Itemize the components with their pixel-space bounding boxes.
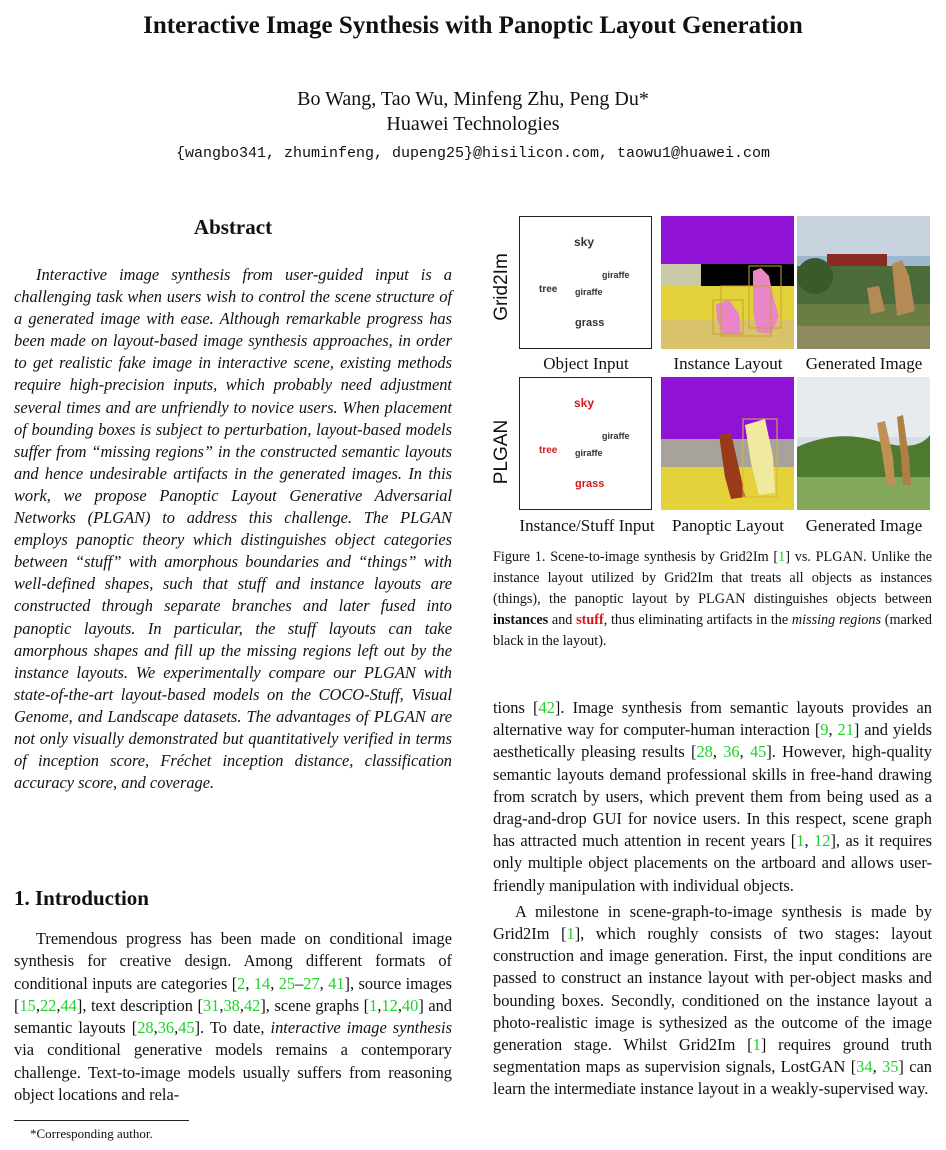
column-label-generated-image-bottom: Generated Image [805,516,923,535]
affiliation: Huawei Technologies [386,113,560,135]
input-label-tree: tree [539,284,558,295]
citation-link[interactable]: 1 [566,924,575,944]
citation-link[interactable]: 27 [303,973,320,993]
citation-link[interactable]: 28 [137,1018,154,1038]
citation-link[interactable]: 41 [328,973,345,993]
panoptic-layout-image [661,377,794,510]
citation-link[interactable]: 45 [178,1018,195,1038]
citation-link[interactable]: 25 [278,973,296,993]
author-emails: {wangbo341, zhuminfeng, dupeng25}@hisilicon.com, taowu1@huawei.com [175,145,771,162]
stuff-label-grass: grass [575,478,605,490]
abstract-text: Interactive image synthesis from user-guided input is a challenging task when users wish to control the scene structure of a generated image with ease. Although remarkable progress has been made on layout-based image synthesis approaches, in order to get realistic fake image in interactive scene, existing methods require high-precision inputs, which probably need adjustment several times and are unfriendly to novice users. When placement of bounding boxes is subject to perturbation, layout-based models suffer from “missing regions” in the constructed semantic layouts and hence undesirable artifacts in the generated images. In this work, we propose Panoptic Layout Generative Adversarial Networks (PLGAN) to address this challenge. The PLGAN employs panoptic theory which distinguishes object categories between “stuff” with amorphous boundaries and “things” with well-defined shapes, such that stuff and instance layouts are constructed through separate branches and later fused into panoptic layouts. In particular, the stuff layouts can take amorphous shapes and fill up the missing regions left out by the instance layouts. We experimentally compare our PLGAN with state-of-the-art layout-based models on the COCO-Stuff, Visual Genome, and Landscape datasets. The advantages of PLGAN are not only visually demonstrated but quantitatively verified in terms of inception score, Fréchet inception distance, classification accuracy score, and coverage. [14,265,452,793]
author-list: Bo Wang, Tao Wu, Minfeng Zhu, Peng Du* [297,88,649,110]
stuff-label-sky: sky [574,396,595,410]
citation-link[interactable]: 14 [253,973,271,993]
citation-link[interactable]: 38 [223,995,240,1015]
citation-link[interactable]: 12 [814,831,831,851]
row-label-plgan: PLGAN [491,419,512,485]
footnote-divider [14,1120,189,1121]
citation-link[interactable]: 15 [19,995,36,1015]
citation-link[interactable]: 36 [723,742,740,762]
right-column-text [493,697,932,1101]
input-label-giraffe: giraffe [602,270,630,280]
citation-link[interactable]: 1 [752,1035,761,1055]
object-input-panel [519,216,652,349]
citation-link[interactable]: 44 [60,995,77,1015]
citation-link[interactable]: 21 [837,720,854,740]
column-label-instance-stuff-input: Instance/Stuff Input [519,516,655,535]
input-label-grass: grass [575,317,605,329]
section-heading-introduction: 1. Introduction [14,886,149,910]
citation-link[interactable]: 22 [39,995,57,1015]
citation-link[interactable]: 9 [820,720,829,740]
input-label-giraffe-2: giraffe [575,287,603,297]
citation-link[interactable]: 1 [369,995,378,1015]
citation-link[interactable]: 42 [538,698,555,717]
citation-link[interactable]: 42 [243,995,261,1015]
column-label-panoptic-layout: Panoptic Layout [672,516,784,535]
instance-label-giraffe-2: giraffe [575,448,603,458]
citation-link[interactable]: 28 [696,742,713,762]
right-paragraph-1: tions [42]. Image synthesis from semantic layouts provides an alternative way for computer-human interaction [9, 21] and yields aesthetically pleasing results [28, 36, 45]. However, high-quality semantic layouts demand professional skills in free-hand drawing from scratch by users, which prevent them from being used as a drag-and-drop GUI for novice users. In this respect, scene graph has attracted much attention in recent years [1, 12], as it requires only multiple object placements on the artboard and allows user-friendly manipulation with individual objects. [493,698,932,895]
citation-link[interactable]: 40 [401,995,419,1015]
instance-label-giraffe: giraffe [602,431,630,441]
citation-link[interactable]: 31 [202,995,220,1015]
instance-stuff-input-panel [519,377,652,510]
stuff-label-tree: tree [539,445,558,456]
citation-link[interactable]: 2 [237,973,246,993]
figure-caption: Figure 1. Scene-to-image synthesis by Grid2Im [1] vs. PLGAN. Unlike the instance layout utilized by Grid2Im that treats all objects as instances (things), the panoptic layout by PLGAN distinguishes objects between instances and stuff, thus eliminating artifacts in the missing regions (marked black in the layout). [493,549,932,649]
citation-link[interactable]: 1 [796,831,805,851]
citation-link[interactable]: 1 [778,549,786,565]
footnote: *Corresponding author. [30,1126,153,1141]
figure-1 [492,212,938,542]
paper-title: Interactive Image Synthesis with Panoptic Layout Generation [143,12,803,39]
grid2im-generated-image [797,216,930,349]
instance-layout-image [661,216,794,349]
column-label-instance-layout: Instance Layout [673,354,783,373]
right-paragraph-2: A milestone in scene-graph-to-image synthesis is made by Grid2Im [1], which roughly consists of two stages: layout construction and image generation. First, the input conditions are passed to construct an instance layout with per-object masks and bounding boxes. Secondly, conditioned on the instance layout a photo-realistic image is sythesized as the outcome of the image generation stage. Whilst Grid2Im [1] requires ground truth segmentation maps as supervision signals, LostGAN [34, 35] can learn the intermediate instance layout in a weakly-supervised way. [493,901,933,1099]
citation-link[interactable]: 45 [749,742,767,762]
abstract-heading: Abstract [193,215,273,239]
citation-link[interactable]: 36 [157,1018,175,1038]
citation-link[interactable]: 35 [882,1057,899,1077]
column-label-object-input: Object Input [543,354,629,373]
citation-link[interactable]: 34 [856,1057,873,1077]
intro-paragraph: Tremendous progress has been made on conditional image synthesis for creative design. Among different formats of conditional inputs are categories [2, 14, 25–27, 41], source images [15,22,44], text description [31,38,42], scene graphs [1,12,40] and semantic layouts [28,36,45]. To date, interactive image synthesis via conditional generative models remains a contemporary challenge. Text-to-image models usually suffers from reasoning object locations and rela- [14,929,453,1105]
plgan-generated-image [797,377,930,510]
citation-link[interactable]: 12 [381,995,398,1015]
column-label-generated-image-top: Generated Image [805,354,923,373]
row-label-grid2im: Grid2Im [491,253,512,321]
input-label-sky: sky [574,235,595,249]
